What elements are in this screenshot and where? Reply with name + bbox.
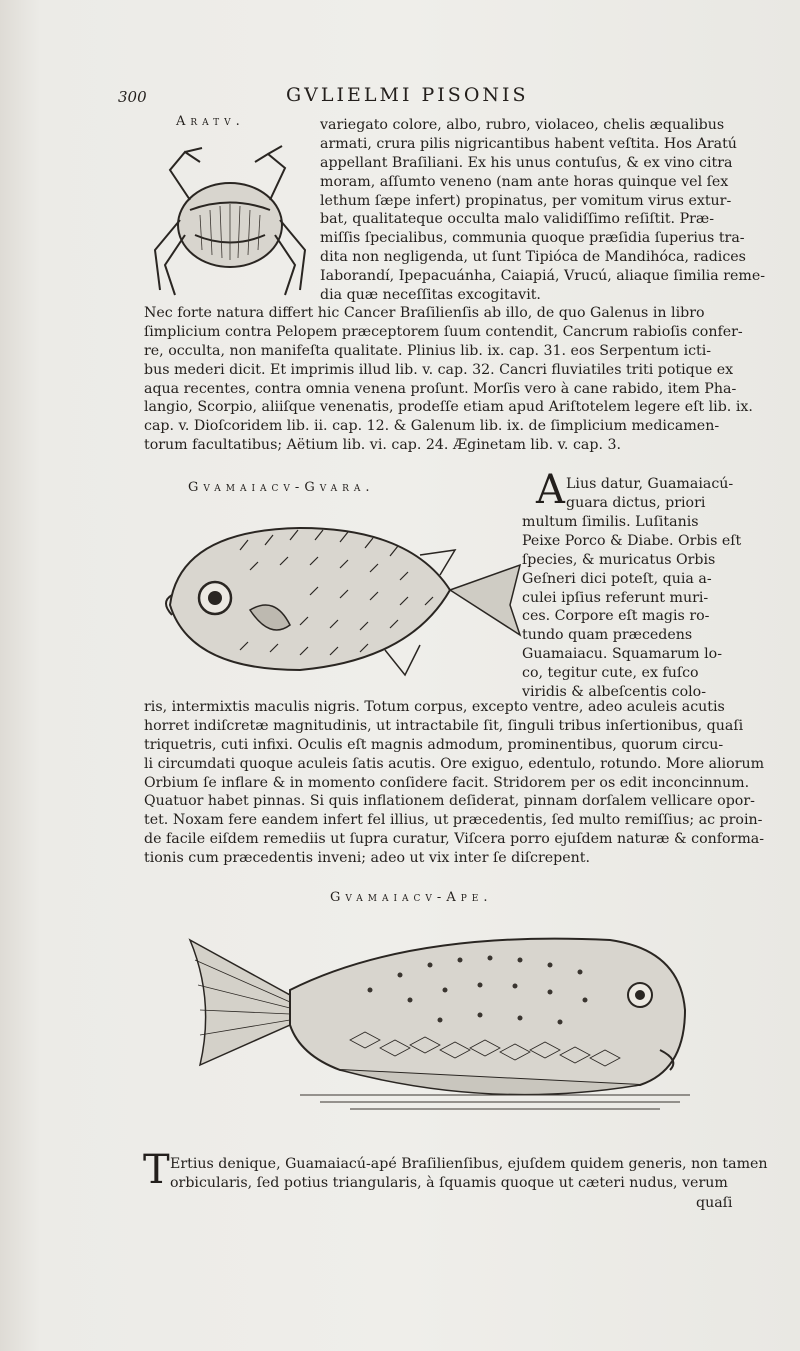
caption-aratu: Aratv. [176,114,245,129]
text-line: ces. Corpore eſt magis ro- [522,608,710,625]
porcupinefish-illustration [150,510,525,690]
text-line: Peixe Porco & Diabe. Orbis eſt [522,532,742,549]
text-line: ſpecies, & muricatus Orbis [522,551,716,568]
drop-cap-a: A [536,467,565,513]
text-line: tet. Noxam fere eandem infert fel illius, ut præcedentis, ſed multo remiſſius; ac proin- [144,812,763,829]
text-line: torum facultatibus; Aëtium lib. vi. cap. 24. Æginetam lib. v. cap. 3. [144,437,621,454]
page-number: 300 [118,88,147,106]
text-line: tionis cum præcedentis inveni; adeo ut vix inter ſe diſcrepent. [144,850,590,867]
text-line: bat, qualitateque occulta malo validiſſimo reſiſtit. Præ- [320,211,715,228]
text-line: orbicularis, ſed potius triangularis, à ſquamis quoque ut cæteri nudus, verum [170,1174,728,1191]
text-line: viridis & albeſcentis colo- [522,684,707,701]
text-line: tundo quam præcedens [522,627,693,644]
text-line: Ertius denique, Guamaiacú-apé Braſilienſibus, ejuſdem quidem generis, non tamen [170,1156,768,1172]
text-line: culei ipſius referunt muri- [522,589,709,606]
paragraph-4 [170,1155,768,1193]
text-line: Nec forte natura differt hic Cancer Braſilienſis ab illo, de quo Galenus in libro [144,305,705,321]
text-line: variegato colore, albo, rubro, violaceo, chelis æqualibus [320,117,725,133]
drop-cap-t: T [143,1147,170,1193]
text-line: ris, intermixtis maculis nigris. Totum corpus, excepto ventre, adeo aculeis acutis [144,699,725,715]
paragraph-3-body [144,698,764,868]
paragraph-3-column [522,513,741,702]
text-line: co, tegitur cute, ex fuſco [522,665,699,682]
paragraph-3-column [566,494,705,513]
text-line: Quatuor habet pinnas. Si quis inflationem deſiderat, pinnam dorſalem vellicare opor- [144,793,755,810]
text-line: horret indiſcretæ magnitudinis, ut intractabile ſit, ſinguli tribus inſertionibus, quaſi [144,717,744,734]
text-line: miſſis ſpecialibus, communia quoque præſidia ſuperius tra- [320,230,745,247]
paragraph-2 [144,304,753,455]
paragraph-1 [320,116,765,305]
boxfish-illustration [190,920,700,1130]
text-line: aqua recentes, contra omnia venena proſunt. Morſis vero à cane rabido, item Pha- [144,380,737,397]
text-line: bus mederi dicit. Et imprimis illud lib. v. cap. 32. Cancri fluviatiles triti potique ex [144,361,734,378]
caption-guamaiacu-guara: Gvamaiacv-Gvara. [188,480,375,495]
text-line: appellant Braſiliani. Ex his unus contuſus, & ex vino citra [320,154,733,171]
text-line: Geſneri dici poteſt, quia a- [522,570,712,587]
text-line: moram, aſſumto veneno (nam ante horas quinque vel ſex [320,173,729,190]
text-line: multum ſimilis. Luſitanis [522,514,699,530]
text-line: langio, Scorpio, aliiſque venenatis, prodeſſe etiam apud Ariſtotelem legere eſt lib. ix. [144,399,753,416]
text-line: li circumdati quoque aculeis ſatis acutis. Ore exiguo, edentulo, rotundo. More aliorum [144,755,765,772]
catchword: quaſi [696,1195,733,1211]
text-line: cap. v. Dioſcoridem lib. ii. cap. 12. & Galenum lib. ix. de ſimplicium medicamen- [144,418,720,435]
text-line: triquetris, cuti infixi. Oculis eſt magnis admodum, prominentibus, quorum circu- [144,736,724,753]
text-line: lethum ſæpe infert) propinatus, per vomitum virus extur- [320,192,732,209]
text-line: ſimplicium contra Pelopem præceptorem ſuum contendit, Cancrum rabioſis confer- [144,323,743,340]
crab-illustration [140,140,320,300]
text-line: Iaborandí, Ipepacuánha, Caiapiá, Vrucú, aliaque ſimilia reme- [320,268,766,285]
text-line: dita non negligenda, ut ſunt Tipióca de Mandihóca, radices [320,249,746,266]
text-line: Guamaiacu. Squamarum lo- [522,646,723,663]
running-title: GVLIELMI PISONIS [286,84,529,106]
text-line: armati, crura pilis nigricantibus habent veſtita. Hos Aratú [320,135,737,152]
text-line: Orbium ſe inflare & in momento conſidere facit. Stridorem per os edit inconcinnum. [144,774,750,791]
text-line: de facile eiſdem remediis ut ſupra curatur, Viſcera porro ejuſdem naturæ & conforma- [144,831,765,848]
paragraph-3-first-line: Lius datur, Guamaiacú- [566,476,734,492]
text-line: dia quæ neceſſitas excogitavit. [320,287,541,304]
text-line: guara dictus, priori [566,495,706,511]
text-line: re, occulta, non manifeſta qualitate. Plinius lib. ix. cap. 31. eos Serpentum icti- [144,342,712,359]
caption-guamaiacu-ape: Gvamaiacv-Ape. [330,890,493,905]
